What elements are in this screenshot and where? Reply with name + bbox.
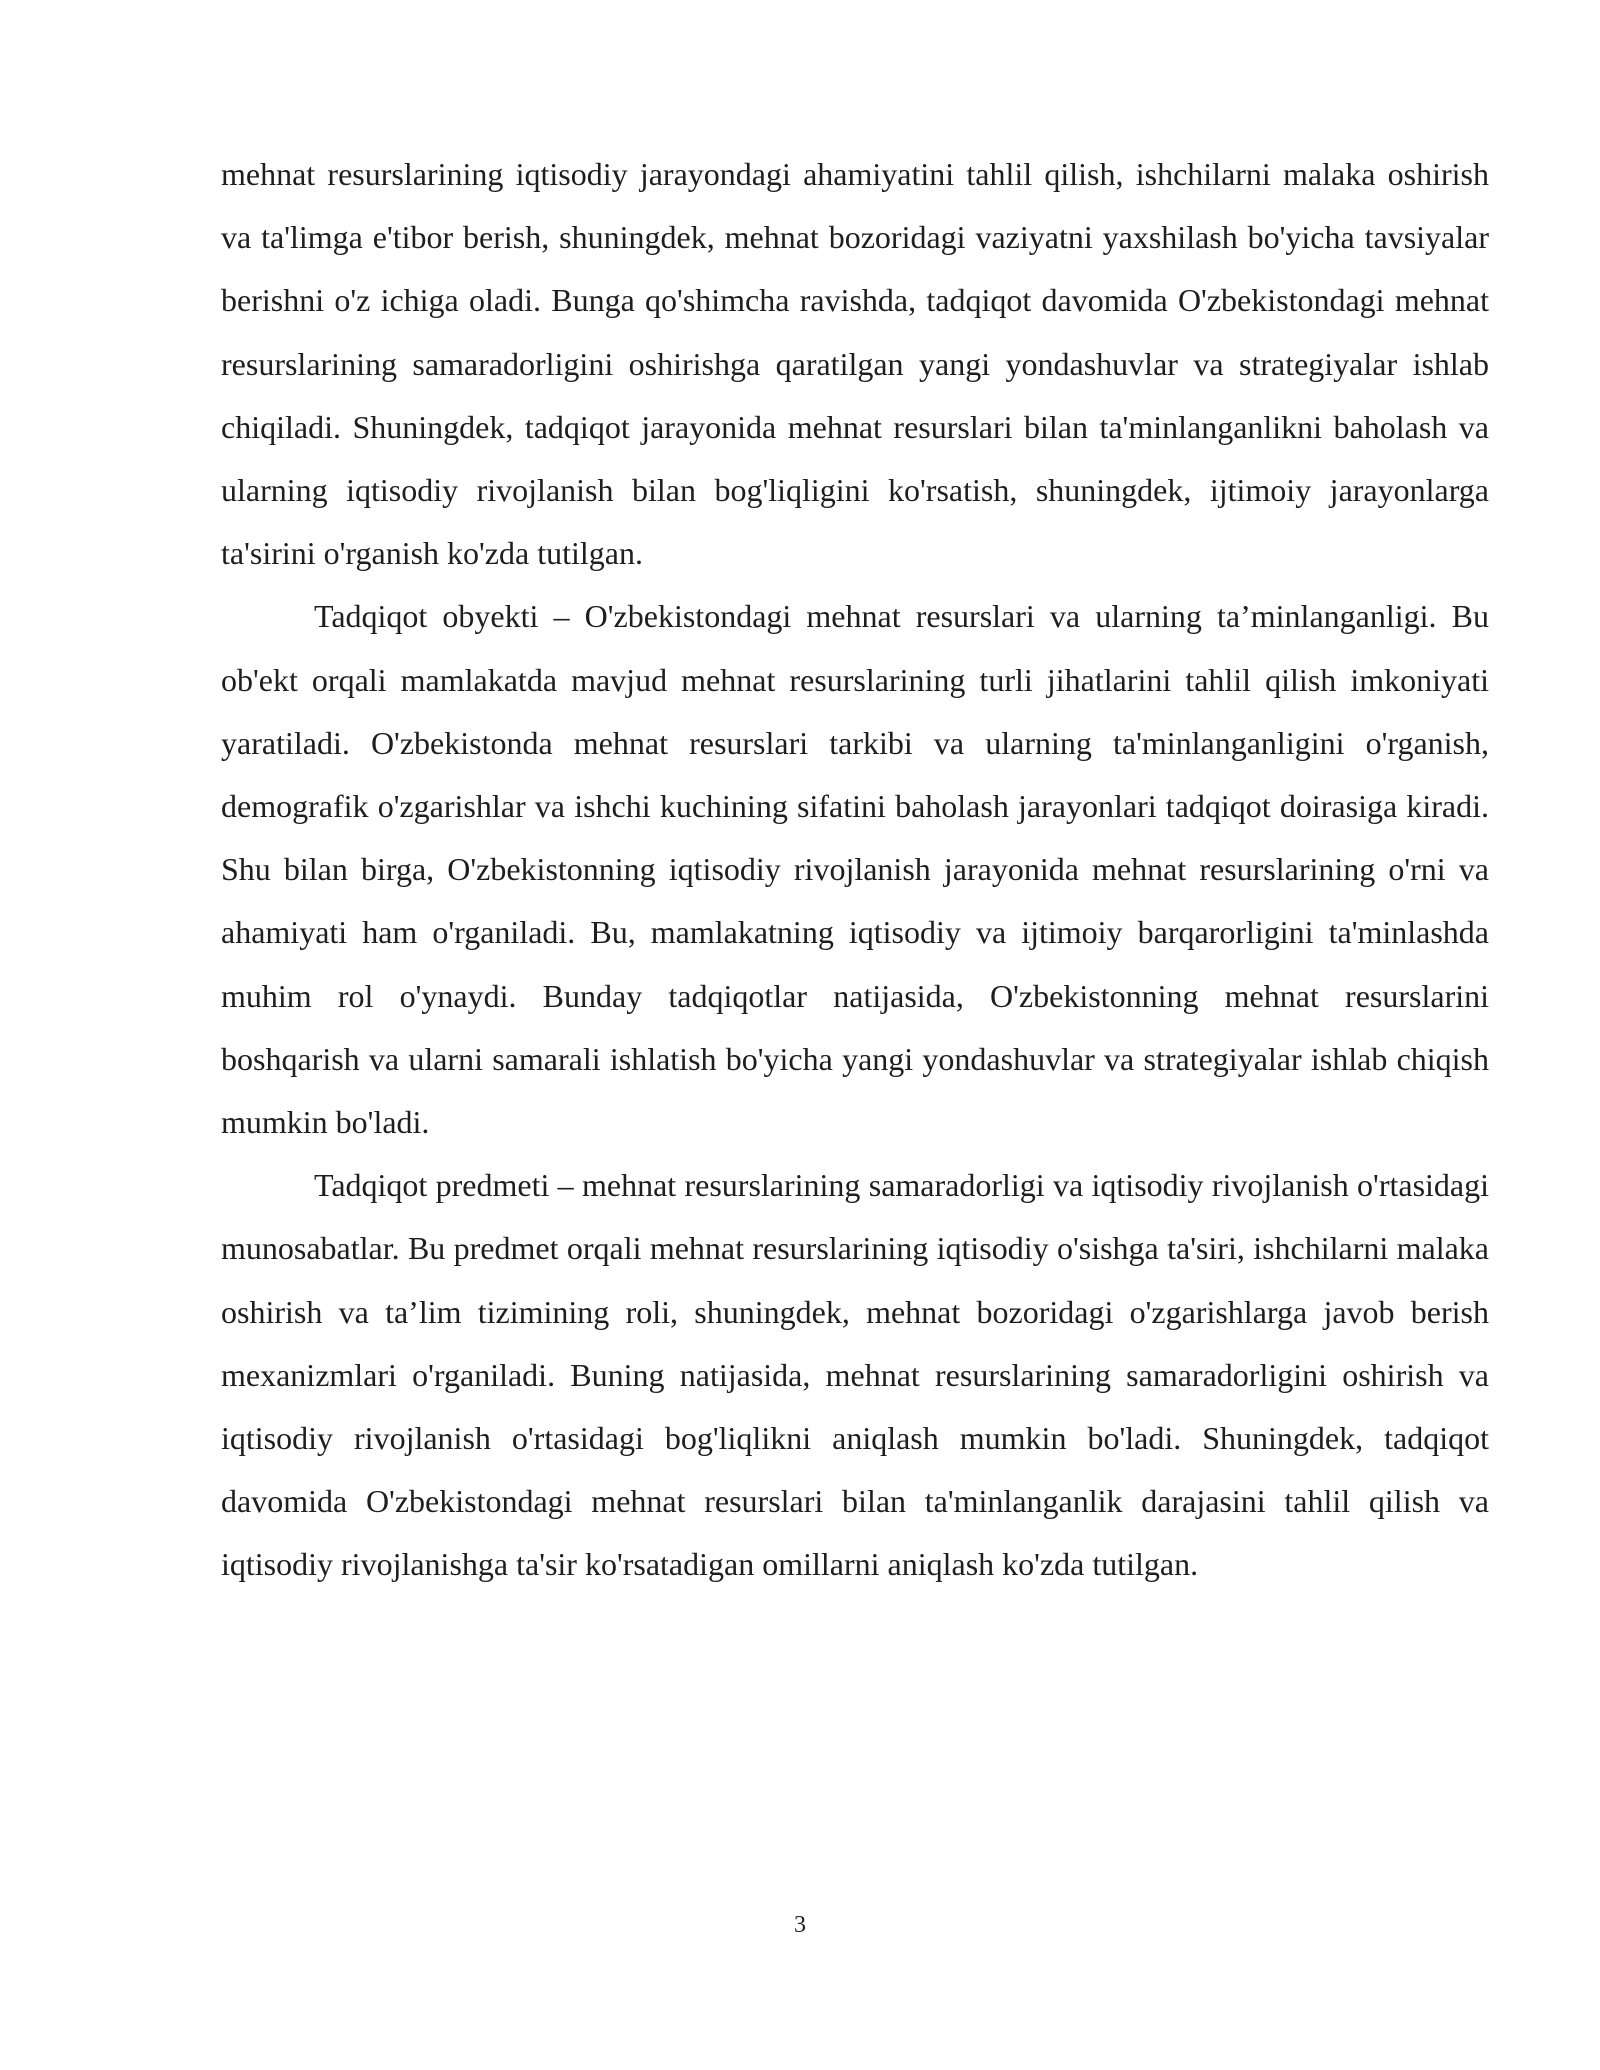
paragraph-continuation: mehnat resurslarining iqtisodiy jarayondagi ahamiyatini tahlil qilish, ishchilarni malaka oshirish va ta'limga e'tibor berish, shuningdek, mehnat bozoridagi vaziyatni yaxshilash bo'yicha tavsiyalar berishni o'z ichiga oladi. Bunga qo'shimcha ravishda, tadqiqot davomida O'zbekistondagi mehnat resurslarining samaradorligini oshirishga qaratilgan yangi yondashuvlar va strategiyalar ishlab chiqiladi. Shuningdek, tadqiqot jarayonida mehnat resurslari bilan ta'minlanganlikni baholash va ularning iqtisodiy rivojlanish bilan bog'liqligini ko'rsatish, shuningdek, ijtimoiy jarayonlarga ta'sirini o'rganish ko'zda tutilgan.	[221, 156, 1489, 572]
body-text	[221, 143, 1489, 1597]
paragraph-research-subject: Tadqiqot predmeti – mehnat resurslarining samaradorligi va iqtisodiy rivojlanish o'rtasidagi munosabatlar. Bu predmet orqali mehnat resurslarining iqtisodiy o'sishga ta'siri, ishchilarni malaka oshirish va ta’lim tizimining roli, shuningdek, mehnat bozoridagi o'zgarishlarga javob berish mexanizmlari o'rganiladi. Buning natijasida, mehnat resurslarining samaradorligini oshirish va iqtisodiy rivojlanish o'rtasidagi bog'liqlikni aniqlash mumkin bo'ladi. Shuningdek, tadqiqot davomida O'zbekistondagi mehnat resurslari bilan ta'minlanganlik darajasini tahlil qilish va iqtisodiy rivojlanishga ta'sir ko'rsatadigan omillarni aniqlash ko'zda tutilgan.	[221, 1167, 1489, 1583]
page-number: 3	[794, 1912, 806, 1938]
paragraph-research-object: Tadqiqot obyekti – O'zbekistondagi mehnat resurslari va ularning ta’minlanganligi. Bu ob'ekt orqali mamlakatda mavjud mehnat resurslarining turli jihatlarini tahlil qilish imkoniyati yaratiladi. O'zbekistonda mehnat resurslari tarkibi va ularning ta'minlanganligini o'rganish, demografik o'zgarishlar va ishchi kuchining sifatini baholash jarayonlari tadqiqot doirasiga kiradi. Shu bilan birga, O'zbekistonning iqtisodiy rivojlanish jarayonida mehnat resurslarining o'rni va ahamiyati ham o'rganiladi. Bu, mamlakatning iqtisodiy va ijtimoiy barqarorligini ta'minlashda muhim rol o'ynaydi. Bunday tadqiqotlar natijasida, O'zbekistonning mehnat resurslarini boshqarish va ularni samarali ishlatish bo'yicha yangi yondashuvlar va strategiyalar ishlab chiqish mumkin bo'ladi.	[221, 598, 1489, 1141]
